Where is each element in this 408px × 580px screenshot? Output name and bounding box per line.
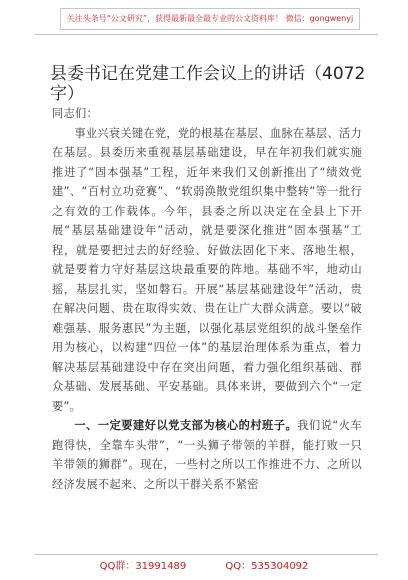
footer-qq: QQ：535304092 <box>225 561 309 572</box>
section-1-heading: 一、一定要建好以党支部为核心的村班子。 <box>74 419 298 432</box>
document-body <box>52 104 362 494</box>
footer <box>0 560 408 574</box>
header-banner <box>60 8 360 30</box>
paragraph-1: 事业兴衰关键在党，党的根基在基层、血脉在基层、活力在基层。县委历来重视基层基础建设，早在年初我们就实施推进了“固本强基”工程，近年来我们又创新推出了“绩效党建”、“百村立功竞赛”、“软弱涣散党组织集中整转”等一批行之有效的工作载体。今年，县委之所以决定在全县上下开展“基层基础建设年”活动，就是要深化推进“固本强基”工程，就是要把过去的好经验、好做法固化下来、落地生根，就是要着力守好基层这块最重要的阵地。基础不牢，地动山摇，基层扎实，坚如磐石。开展“基层基础建设年”活动，贵在解决问题、贵在取得实效、贵在让广大群众满意。要以“破难强基、服务惠民”为主题，以强化基层党组织的战斗堡垒作用为核心，以构建“四位一体”的基层治理体系为重点，着力解决基层基础建设中存在突出问题，着力强化组织基础、群众基础、发展基础、平安基础。具体来讲，要做到六个“一定要”。 <box>52 126 362 413</box>
header-rule <box>34 34 378 35</box>
header-banner-text: 关注头条号“公文研究”，获得最新最全最专业的公文资料库！ 微信：gongwenyj <box>66 14 354 23</box>
footer-rule <box>34 554 378 555</box>
greeting: 同志们： <box>52 107 98 120</box>
footer-qq-group: QQ群：31991489 <box>99 561 187 572</box>
paragraph-2 <box>52 416 362 494</box>
paragraph-2-text: 我们说“火车跑得快，全靠车头带”，“一头狮子带领的羊群，能打败一只羊带领的狮群”。现在，一些村之所以工作推进不力、之所以经济发展不起来、之所以干群关系不紧密 <box>52 419 362 491</box>
document-title: 县委书记在党建工作会议上的讲话（4072字） <box>50 64 366 104</box>
